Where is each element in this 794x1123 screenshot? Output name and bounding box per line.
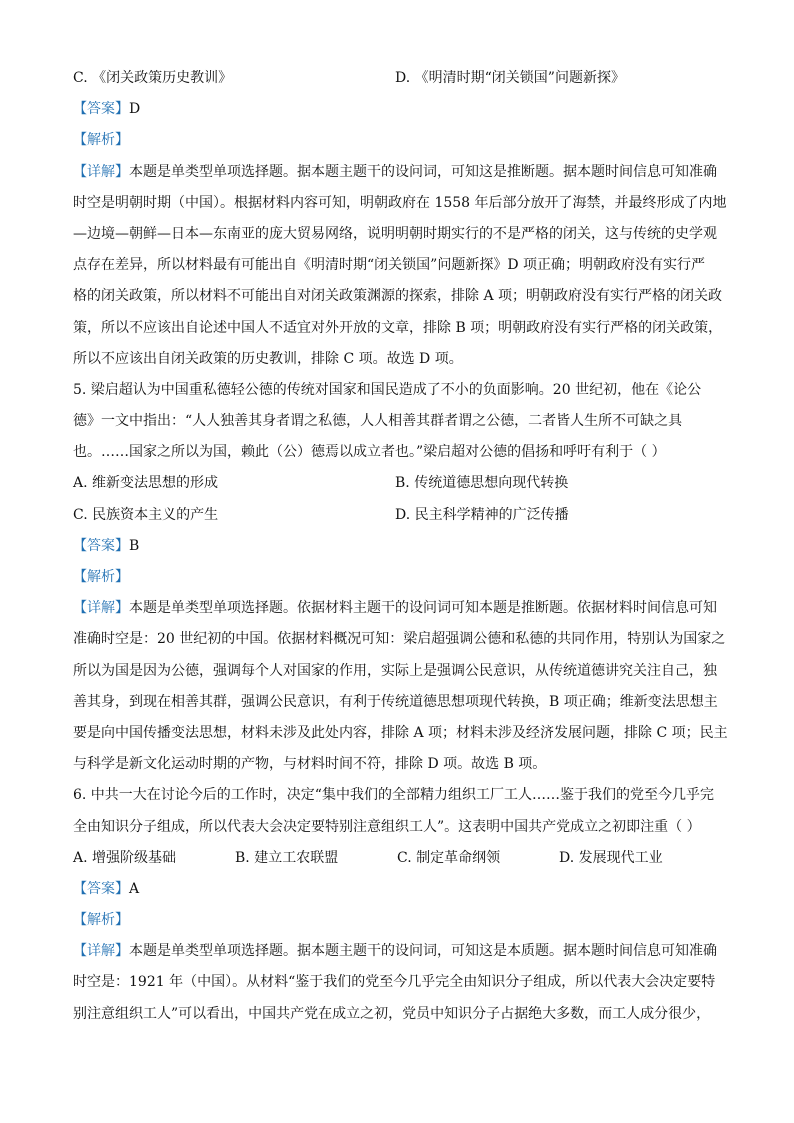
q6-stem-line: 6. 中共一大在讨论今后的工作时，决定“集中我们的全部精力组织工厂工人……鉴于我们的党至今几乎完 [73, 787, 714, 804]
q5-answer-value: B [129, 537, 140, 554]
q5-stem [73, 375, 734, 469]
q4-answer-value: D [129, 101, 141, 118]
q4-option-c: C. 《闭关政策历史教训》 [73, 70, 233, 86]
q5-detail-line: 善其身，到现在相善其群，强调公民意识，有利于传统道德思想项现代转换，B 项正确；维新变法思想主 [73, 693, 718, 710]
q4-detail [73, 157, 734, 375]
q5-detail-line: 要是向中国传播变法思想，材料未涉及此处内容，排除 A 项；材料未涉及经济发展问题，排除 C 项；民主 [73, 724, 728, 741]
q6-analysis-tag: 【解析】 [73, 912, 129, 929]
q6-option-d: D. 发展现代工业 [559, 849, 663, 866]
q5-analysis-tag: 【解析】 [73, 569, 129, 585]
q6-option-b: B. 建立工农联盟 [235, 849, 339, 866]
q6-stem-line: 全由知识分子组成，所以代表大会决定要特别注意组织工人”。这表明中国共产党成立之初即注重（ ） [73, 818, 701, 835]
q6-stem [73, 780, 734, 842]
q4-analysis-tag: 【解析】 [73, 132, 129, 149]
q6-detail-line: 时空是：1921 年（中国）。从材料“鉴于我们的党至今几乎完全由知识分子组成，所以代表大会决定要特 [73, 974, 716, 991]
answer-tag: 【答案】 [73, 880, 129, 897]
q4-detail-line: 所以不应该出自闭关政策的历史教训，排除 C 项。故选 D 项。 [73, 350, 463, 367]
q6-answer-value: A [129, 880, 140, 897]
q5-detail [73, 593, 734, 780]
q6-options-row [73, 843, 734, 874]
answer-tag: 【答案】 [73, 537, 129, 554]
q5-stem-line: 也。……国家之所以为国，赖此（公）德焉以成立者也。”梁启超对公德的倡扬和呼吁有利于（ ） [73, 444, 666, 461]
q4-detail-line: 策，所以不应该出自论述中国人不适宜对外开放的文章，排除 B 项；明朝政府没有实行严格的闭关政策， [73, 319, 723, 336]
q5-detail-line: 准确时空是：20 世纪初的中国。依据材料概况可知：梁启超强调公德和私德的共同作用，特别认为国家之 [73, 631, 726, 648]
q4-detail-line: 时空是明朝时期（中国）。根据材料内容可知，明朝政府在 1558 年后部分放开了海禁，并最终形成了内地 [73, 194, 727, 211]
q4-detail-line: 格的闭关政策，所以材料不可能出自对闭关政策渊源的探索，排除 A 项；明朝政府没有实行严格的闭关政 [73, 288, 723, 305]
q5-detail-line: 本题是单类型单项选择题。依据材料主题干的设问词可知本题是推断题。依据材料时间信息可知 [129, 600, 717, 617]
answer-tag: 【答案】 [73, 101, 129, 118]
q4-options-row-2 [73, 63, 734, 94]
q5-option-b: B. 传统道德思想向现代转换 [395, 475, 569, 492]
q6-answer [73, 874, 734, 905]
q5-answer [73, 531, 734, 562]
q6-detail-line: 别注意组织工人”可以看出，中国共产党在成立之初，党员中知识分子占据绝大多数，而工人成分很少， [73, 1005, 711, 1022]
q4-option-d: D. 《明清时期“闭关锁国”问题新探》 [395, 70, 625, 86]
q5-detail-line: 所以为国是因为公德，强调每个人对国家的作用，实际上是强调公民意识，从传统道德讲究关注自己，独 [73, 662, 717, 679]
q5-option-c: C. 民族资本主义的产生 [73, 506, 219, 523]
q4-detail-line: 本题是单类型单项选择题。据本题主题干的设问词，可知这是推断题。据本题时间信息可知准确 [129, 163, 717, 180]
detail-tag: 【详解】 [73, 163, 129, 180]
q4-detail-line: 点存在差异，所以材料最有可能出自《明清时期“闭关锁国”问题新探》D 项正确；明朝政府没有实行严 [73, 257, 705, 274]
q4-answer [73, 94, 734, 125]
q6-option-a: A. 增强阶级基础 [73, 849, 177, 866]
q5-stem-line: 5. 梁启超认为中国重私德轻公德的传统对国家和国民造成了不小的负面影响。20 世纪初，他在《论公 [73, 381, 702, 398]
detail-tag: 【详解】 [73, 943, 129, 960]
q5-stem-line: 德》一文中指出：“人人独善其身者谓之私德，人人相善其群者谓之公德，二者皆人生所不可缺之具 [73, 413, 683, 430]
q5-option-a: A. 维新变法思想的形成 [73, 475, 219, 492]
q4-detail-line: —边境—朝鲜—日本—东南亚的庞大贸易网络，说明明朝时期实行的不是严格的闭关，这与传统的史学观 [73, 225, 717, 242]
q5-detail-line: 与科学是新文化运动时期的产物，与材料时间不符，排除 D 项。故选 B 项。 [73, 756, 547, 773]
q6-detail-line: 本题是单类型单项选择题。据本题主题干的设问词，可知这是本质题。据本题时间信息可知准确 [129, 943, 717, 960]
q5-option-d: D. 民主科学精神的广泛传播 [395, 506, 569, 523]
detail-tag: 【详解】 [73, 600, 129, 617]
q6-option-c: C. 制定革命纲领 [397, 849, 501, 866]
q6-detail [73, 936, 734, 1030]
q5-options-row-1 [73, 468, 734, 499]
q5-options-row-2 [73, 500, 734, 531]
